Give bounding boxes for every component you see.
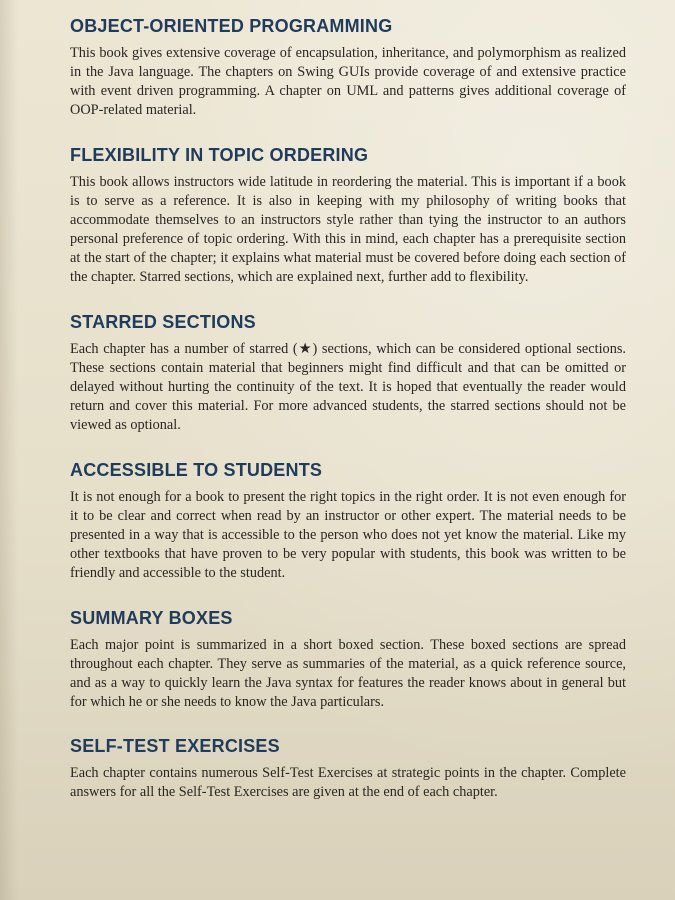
section-heading: SELF-TEST EXERCISES [70, 736, 280, 756]
section-summary-boxes [70, 606, 626, 712]
section-accessible-to-students [70, 458, 626, 583]
section-body: Each chapter has a number of starred (★) sections, which can be considered optional sections. These sections contain material that beginners might find difficult and that can be omitted or delayed without hurting the continuity of the text. It is hoped that eventually the reader would return and cover this material. For more advanced students, the starred sections should not be viewed as optional. [70, 341, 626, 433]
section-heading: ACCESSIBLE TO STUDENTS [70, 460, 323, 480]
section-self-test-exercises [70, 734, 626, 802]
section-heading: OBJECT-ORIENTED PROGRAMMING [70, 16, 393, 36]
section-body: It is not enough for a book to present the right topics in the right order. It is not even enough for it to be clear and correct when read by an instructor or other expert. The material needs to be presented in a way that is accessible to the person who does not yet know the material. Like my other textbooks that have proven to be very popular with students, this book was written to be friendly and accessible to the student. [70, 489, 626, 581]
section-body: Each chapter contains numerous Self-Test Exercises at strategic points in the chapter. Complete answers for all the Self-Test Exercises are given at the end of each chapter. [70, 765, 626, 800]
page-edge-shadow [0, 0, 18, 900]
section-starred-sections [70, 310, 626, 435]
section-body: Each major point is summarized in a short boxed section. These boxed sections are spread throughout each chapter. They serve as summaries of the material, as a quick reference source, and as a way to quickly learn the Java syntax for features the reader knows about in general but for which he or she needs to know the Java particulars. [70, 637, 626, 710]
section-heading: FLEXIBILITY IN TOPIC ORDERING [70, 145, 369, 165]
section-body: This book allows instructors wide latitude in reordering the material. This is important if a book is to serve as a reference. It is also in keeping with my philosophy of writing books that accommodate themselves to an instructors style rather than tying the instructor to an authors personal preference of topic ordering. With this in mind, each chapter has a prerequisite section at the start of the chapter; it explains what material must be covered before doing each section of the chapter. Starred sections, which are explained next, further add to flexibility. [70, 174, 626, 285]
section-heading: SUMMARY BOXES [70, 608, 233, 628]
book-page [70, 14, 626, 802]
section-heading: STARRED SECTIONS [70, 312, 256, 332]
section-flexibility-in-topic-ordering [70, 143, 626, 287]
section-object-oriented-programming [70, 14, 626, 120]
section-body: This book gives extensive coverage of encapsulation, inheritance, and polymorphism as realized in the Java language. The chapters on Swing GUIs provide coverage of and extensive practice with event driven programming. A chapter on UML and patterns gives additional coverage of OOP-related material. [70, 45, 626, 118]
